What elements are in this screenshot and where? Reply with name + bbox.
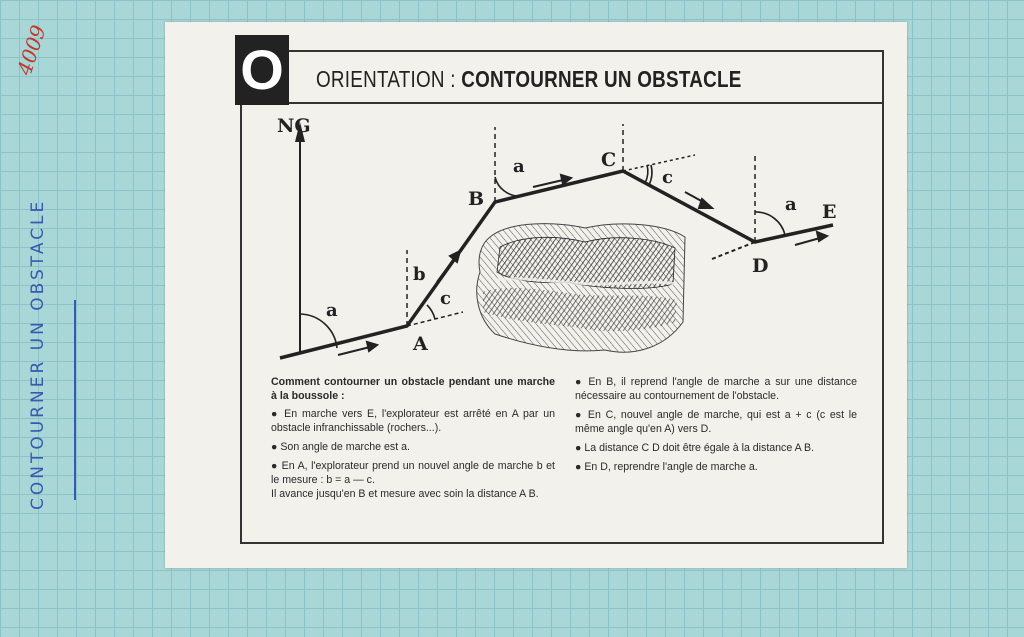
direction-arrow-2: [437, 258, 455, 282]
rock-obstacle-illustration: [477, 224, 685, 353]
label-ng: NG: [277, 115, 311, 137]
arc-a-d: [755, 212, 785, 235]
label-point-c: C: [601, 149, 617, 171]
label-angle-b: b: [413, 264, 426, 285]
label-point-a: A: [413, 333, 428, 355]
direction-arrow-5: [795, 238, 820, 245]
label-point-d: D: [752, 255, 769, 277]
margin-title-annotation: CONTOURNER UN OBSTACLE: [28, 198, 48, 510]
title-main: CONTOURNER UN OBSTACLE: [461, 66, 742, 92]
projection-c: [623, 155, 695, 171]
right-item-4: ● En D, reprendre l'angle de marche a.: [575, 461, 758, 473]
left-item-1: ● En marche vers E, l'explorateur est arrêté en A par un obstacle infranchissable (rochers...).: [271, 408, 555, 434]
label-angle-c-at-a: c: [440, 288, 451, 309]
right-item-3: ● La distance C D doit être égale à la distance A B.: [575, 442, 815, 454]
direction-arrow-5-head: [817, 232, 827, 241]
projection-d: [712, 242, 755, 259]
left-item-2: ● Son angle de marche est a.: [271, 441, 410, 453]
margin-number-annotation: 4009: [12, 22, 51, 78]
margin-underline: [74, 300, 76, 500]
text-column-right: [575, 375, 857, 479]
label-point-e: E: [822, 201, 837, 223]
label-angle-c-at-c: c: [662, 167, 673, 188]
direction-arrow-1-head: [367, 342, 377, 351]
left-item-3: ● En A, l'explorateur prend un nouvel angle de marche b et le mesure : b = a — c.: [271, 460, 555, 486]
section-letter-badge: O: [235, 35, 289, 105]
text-column-left: [271, 375, 555, 506]
label-angle-a-start: a: [326, 300, 338, 321]
label-angle-a-d: a: [785, 194, 797, 215]
arc-a-b: [495, 177, 520, 196]
label-point-b: B: [468, 188, 485, 210]
instructions-heading: Comment contourner un obstacle pendant une marche à la boussole :: [271, 376, 555, 402]
right-item-1: ● En B, il reprend l'angle de marche a sur une distance nécessaire au contournement de l'obstacle.: [575, 376, 857, 402]
arc-c-at-a: [427, 305, 435, 319]
arc-c-at-c: [645, 165, 648, 183]
title-prefix: ORIENTATION :: [316, 66, 456, 92]
direction-arrow-4-head: [699, 199, 712, 208]
newspaper-clipping: [165, 22, 907, 568]
label-angle-a-b: a: [513, 156, 525, 177]
right-item-2: ● En C, nouvel angle de marche, qui est a + c (c est le même angle qu'en A) vers D.: [575, 409, 857, 435]
left-item-4: Il avance jusqu'en B et mesure avec soin la distance A B.: [271, 488, 539, 500]
direction-arrow-1: [338, 347, 370, 355]
